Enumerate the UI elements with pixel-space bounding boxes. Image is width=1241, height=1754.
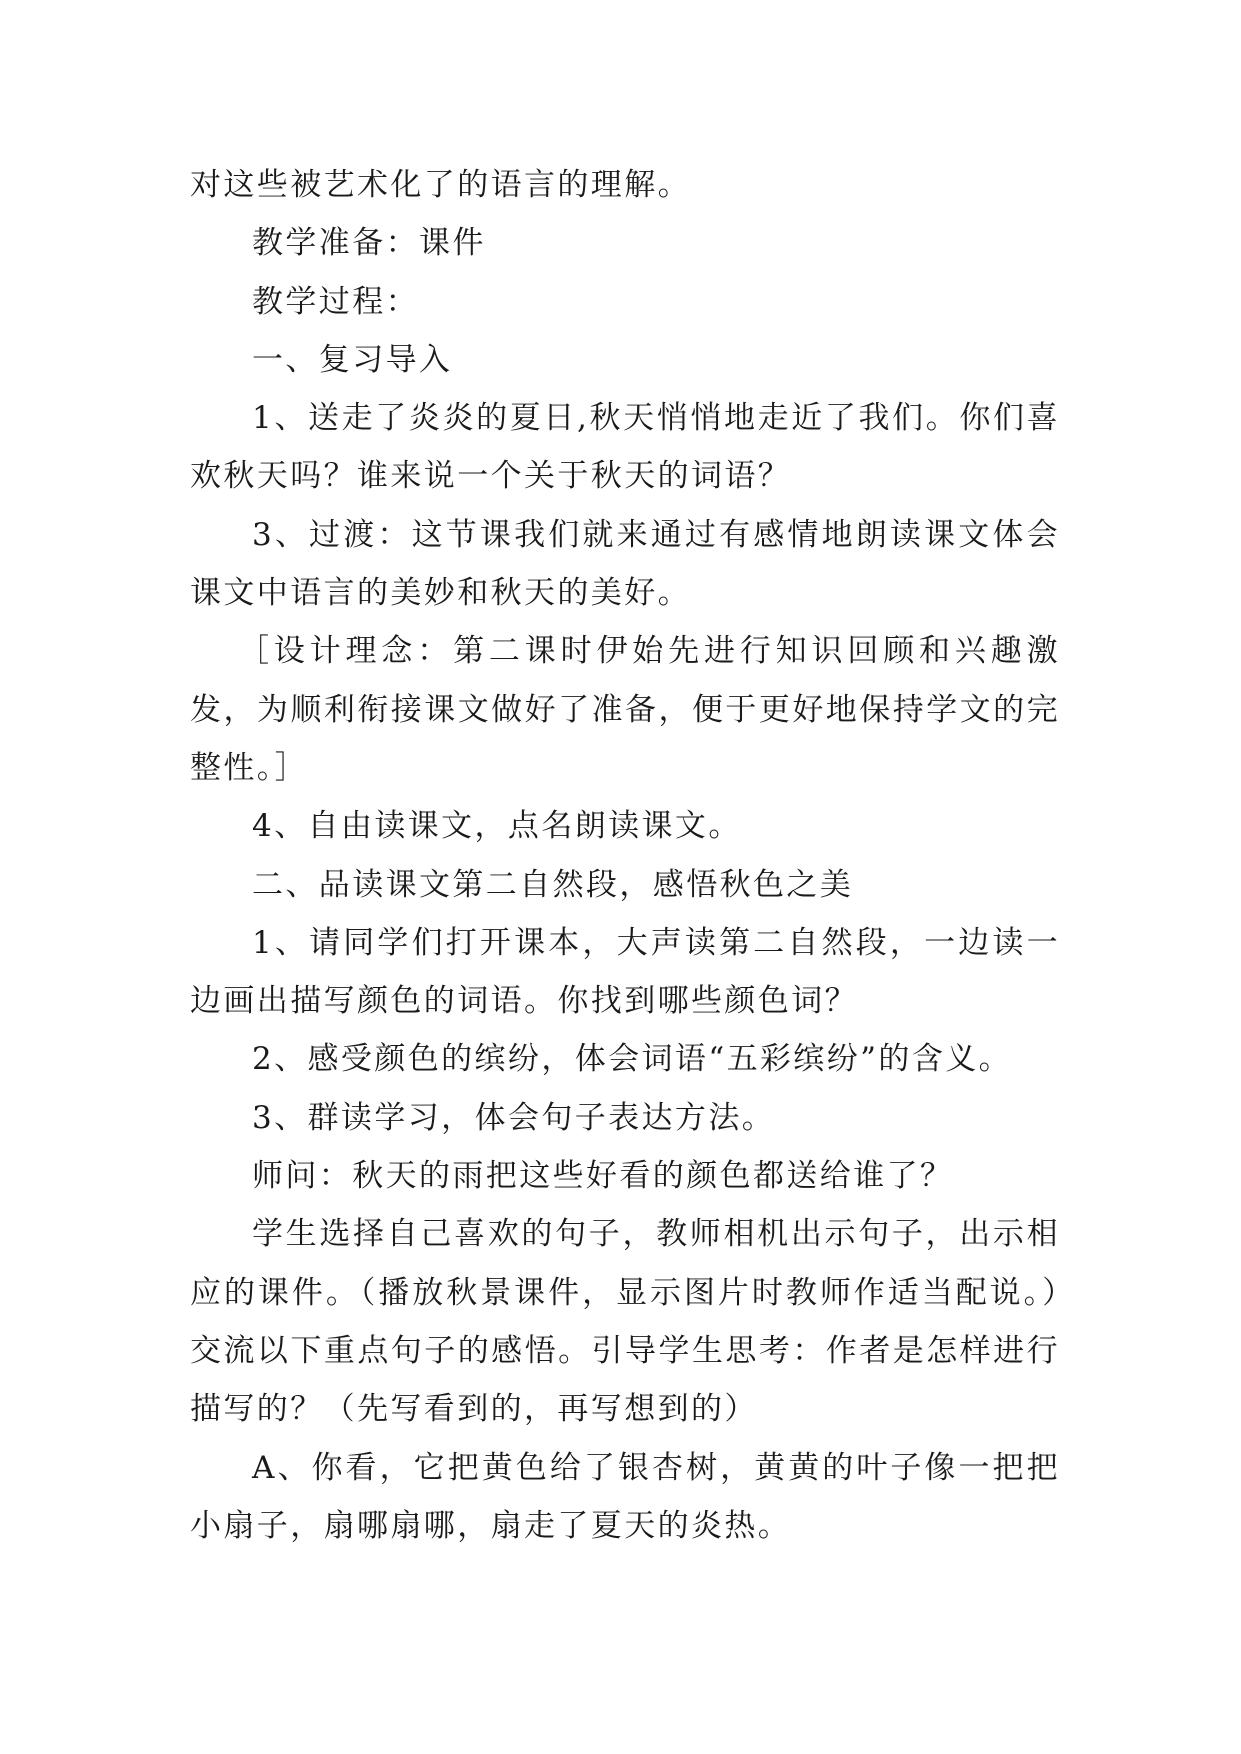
- paragraph: 学生选择自己喜欢的句子，教师相机出示句子，出示相应的课件。（播放秋景课件，显示图片时教师作适当配说。）交流以下重点句子的感悟。引导学生思考：作者是怎样进行描写的？（先写看到的，再写想到的）: [190, 1216, 1060, 1428]
- section-heading: 一、复习导入: [252, 341, 453, 378]
- document-body: [190, 156, 1060, 1555]
- paragraph: 3、群读学习，体会句子表达方法。: [252, 1099, 776, 1136]
- paragraph: 教学准备：课件: [252, 225, 486, 262]
- paragraph: 2、感受颜色的缤纷，体会词语“五彩缤纷”的含义。: [252, 1041, 1013, 1078]
- paragraph: 教学过程：: [252, 283, 419, 320]
- paragraph: 师问：秋天的雨把这些好看的颜色都送给谁了？: [252, 1158, 954, 1195]
- paragraph: 4、自由读课文，点名朗读课文。: [252, 808, 742, 845]
- paragraph: A、你看，它把黄色给了银杏树，黄黄的叶子像一把把小扇子，扇哪扇哪，扇走了夏天的炎热。: [190, 1449, 1060, 1544]
- section-heading: 二、品读课文第二自然段，感悟秋色之美: [252, 866, 854, 903]
- paragraph: 1、请同学们打开课本，大声读第二自然段，一边读一边画出描写颜色的词语。你找到哪些颜色词？: [190, 924, 1060, 1020]
- paragraph: 3、过渡：这节课我们就来通过有感情地朗读课文体会课文中语言的美妙和秋天的美好。: [190, 516, 1060, 612]
- design-note: ［设计理念：第二课时伊始先进行知识回顾和兴趣激发，为顺利衔接课文做好了准备，便于更好地保持学文的完整性。］: [190, 633, 1060, 786]
- paragraph: 1、送走了炎炎的夏日,秋天悄悄地走近了我们。你们喜欢秋天吗？谁来说一个关于秋天的词语？: [190, 400, 1060, 495]
- paragraph: 对这些被艺术化了的语言的理解。: [190, 167, 691, 203]
